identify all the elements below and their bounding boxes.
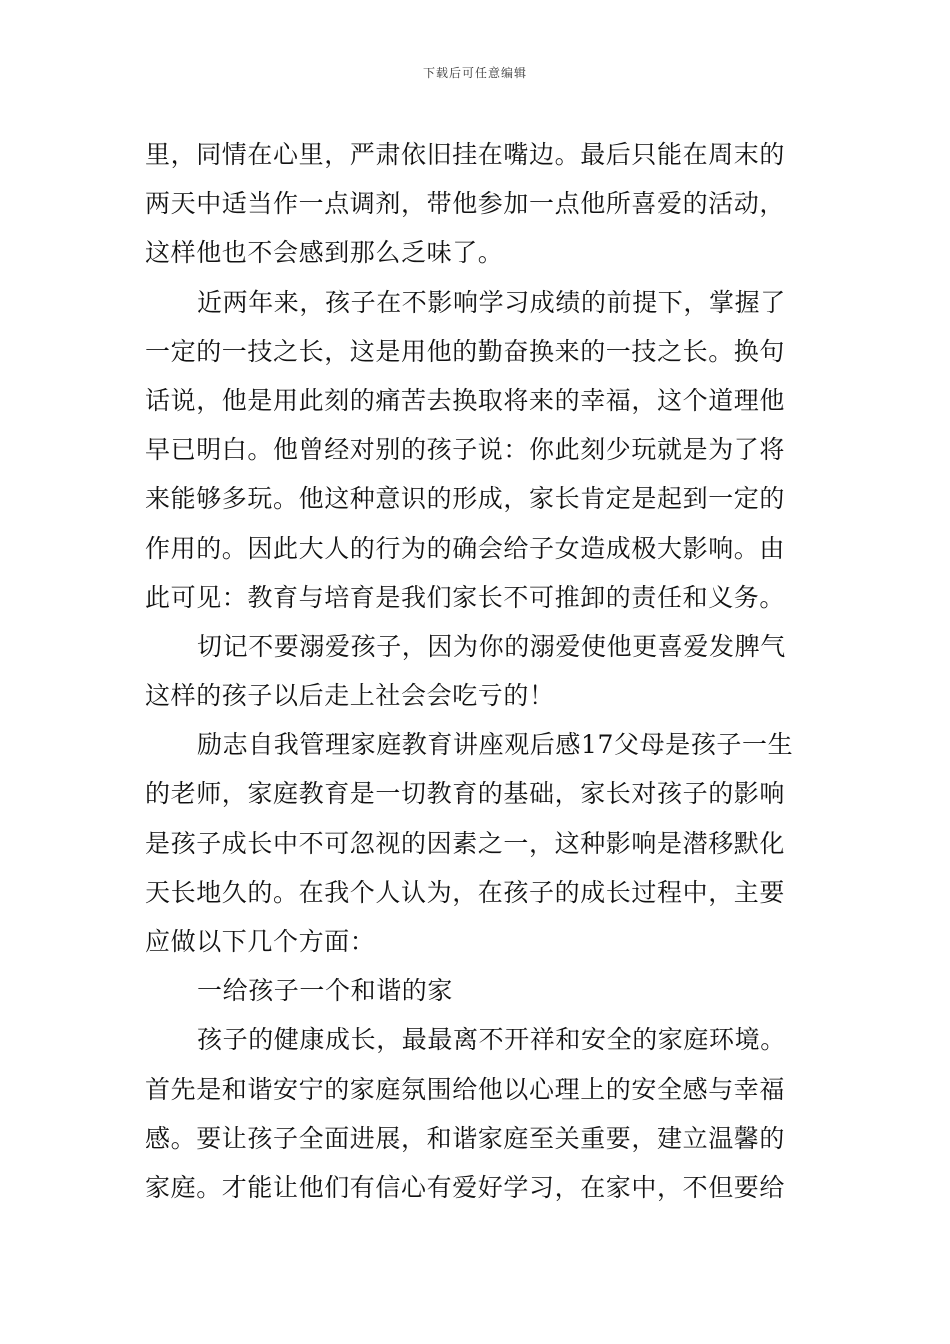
- text-line: 应做以下几个方面：: [145, 927, 376, 956]
- text-line: 的老师，家庭教育是一切教育的基础，家长对孩子的影响: [145, 779, 786, 809]
- text-line: 感。要让孩子全面进展，和谐家庭至关重要，建立温馨的: [145, 1123, 786, 1153]
- text-line: 一给孩子一个和谐的家: [197, 976, 454, 1006]
- text-line: 两天中适当作一点调剂，带他参加一点他所喜爱的活动，: [145, 189, 786, 219]
- text-line: 励志自我管理家庭教育讲座观后感17父母是孩子一生: [197, 730, 794, 760]
- text-line: 家庭。才能让他们有信心有爱好学习，在家中，不但要给: [145, 1172, 786, 1202]
- text-line: 首先是和谐安宁的家庭氛围给他以心理上的安全感与幸福: [145, 1074, 786, 1104]
- document-body: [145, 130, 810, 1212]
- text-line: 近两年来，孩子在不影响学习成绩的前提下，掌握了: [197, 287, 786, 317]
- text-line: 里，同情在心里，严肃依旧挂在嘴边。最后只能在周末的: [145, 140, 786, 169]
- text-line: 此可见：教育与培育是我们家长不可推卸的责任和义务。: [145, 582, 786, 612]
- text-line: 一定的一技之长，这是用他的勤奋换来的一技之长。换句: [145, 336, 786, 366]
- text-line: 这样的孩子以后走上社会会吃亏的！: [145, 681, 555, 711]
- text-line: 这样他也不会感到那么乏味了。: [145, 238, 504, 268]
- text-line: 切记不要溺爱孩子，因为你的溺爱使他更喜爱发脾气: [197, 631, 786, 661]
- text-line: 作用的。因此大人的行为的确会给子女造成极大影响。由: [145, 533, 786, 563]
- text-line: 孩子的健康成长，最最离不开祥和安全的家庭环境。: [197, 1025, 786, 1055]
- text-line: 天长地久的。在我个人认为，在孩子的成长过程中，主要: [145, 877, 786, 907]
- text-line: 来能够多玩。他这种意识的形成，家长肯定是起到一定的: [145, 484, 786, 514]
- text-line: 是孩子成长中不可忽视的因素之一，这种影响是潜移默化: [145, 828, 786, 858]
- page-header-note: 下载后可任意编辑: [422, 66, 527, 80]
- text-line: 话说，他是用此刻的痛苦去换取将来的幸福，这个道理他: [145, 385, 786, 415]
- text-line: 早已明白。他曾经对别的孩子说：你此刻少玩就是为了将: [145, 435, 786, 465]
